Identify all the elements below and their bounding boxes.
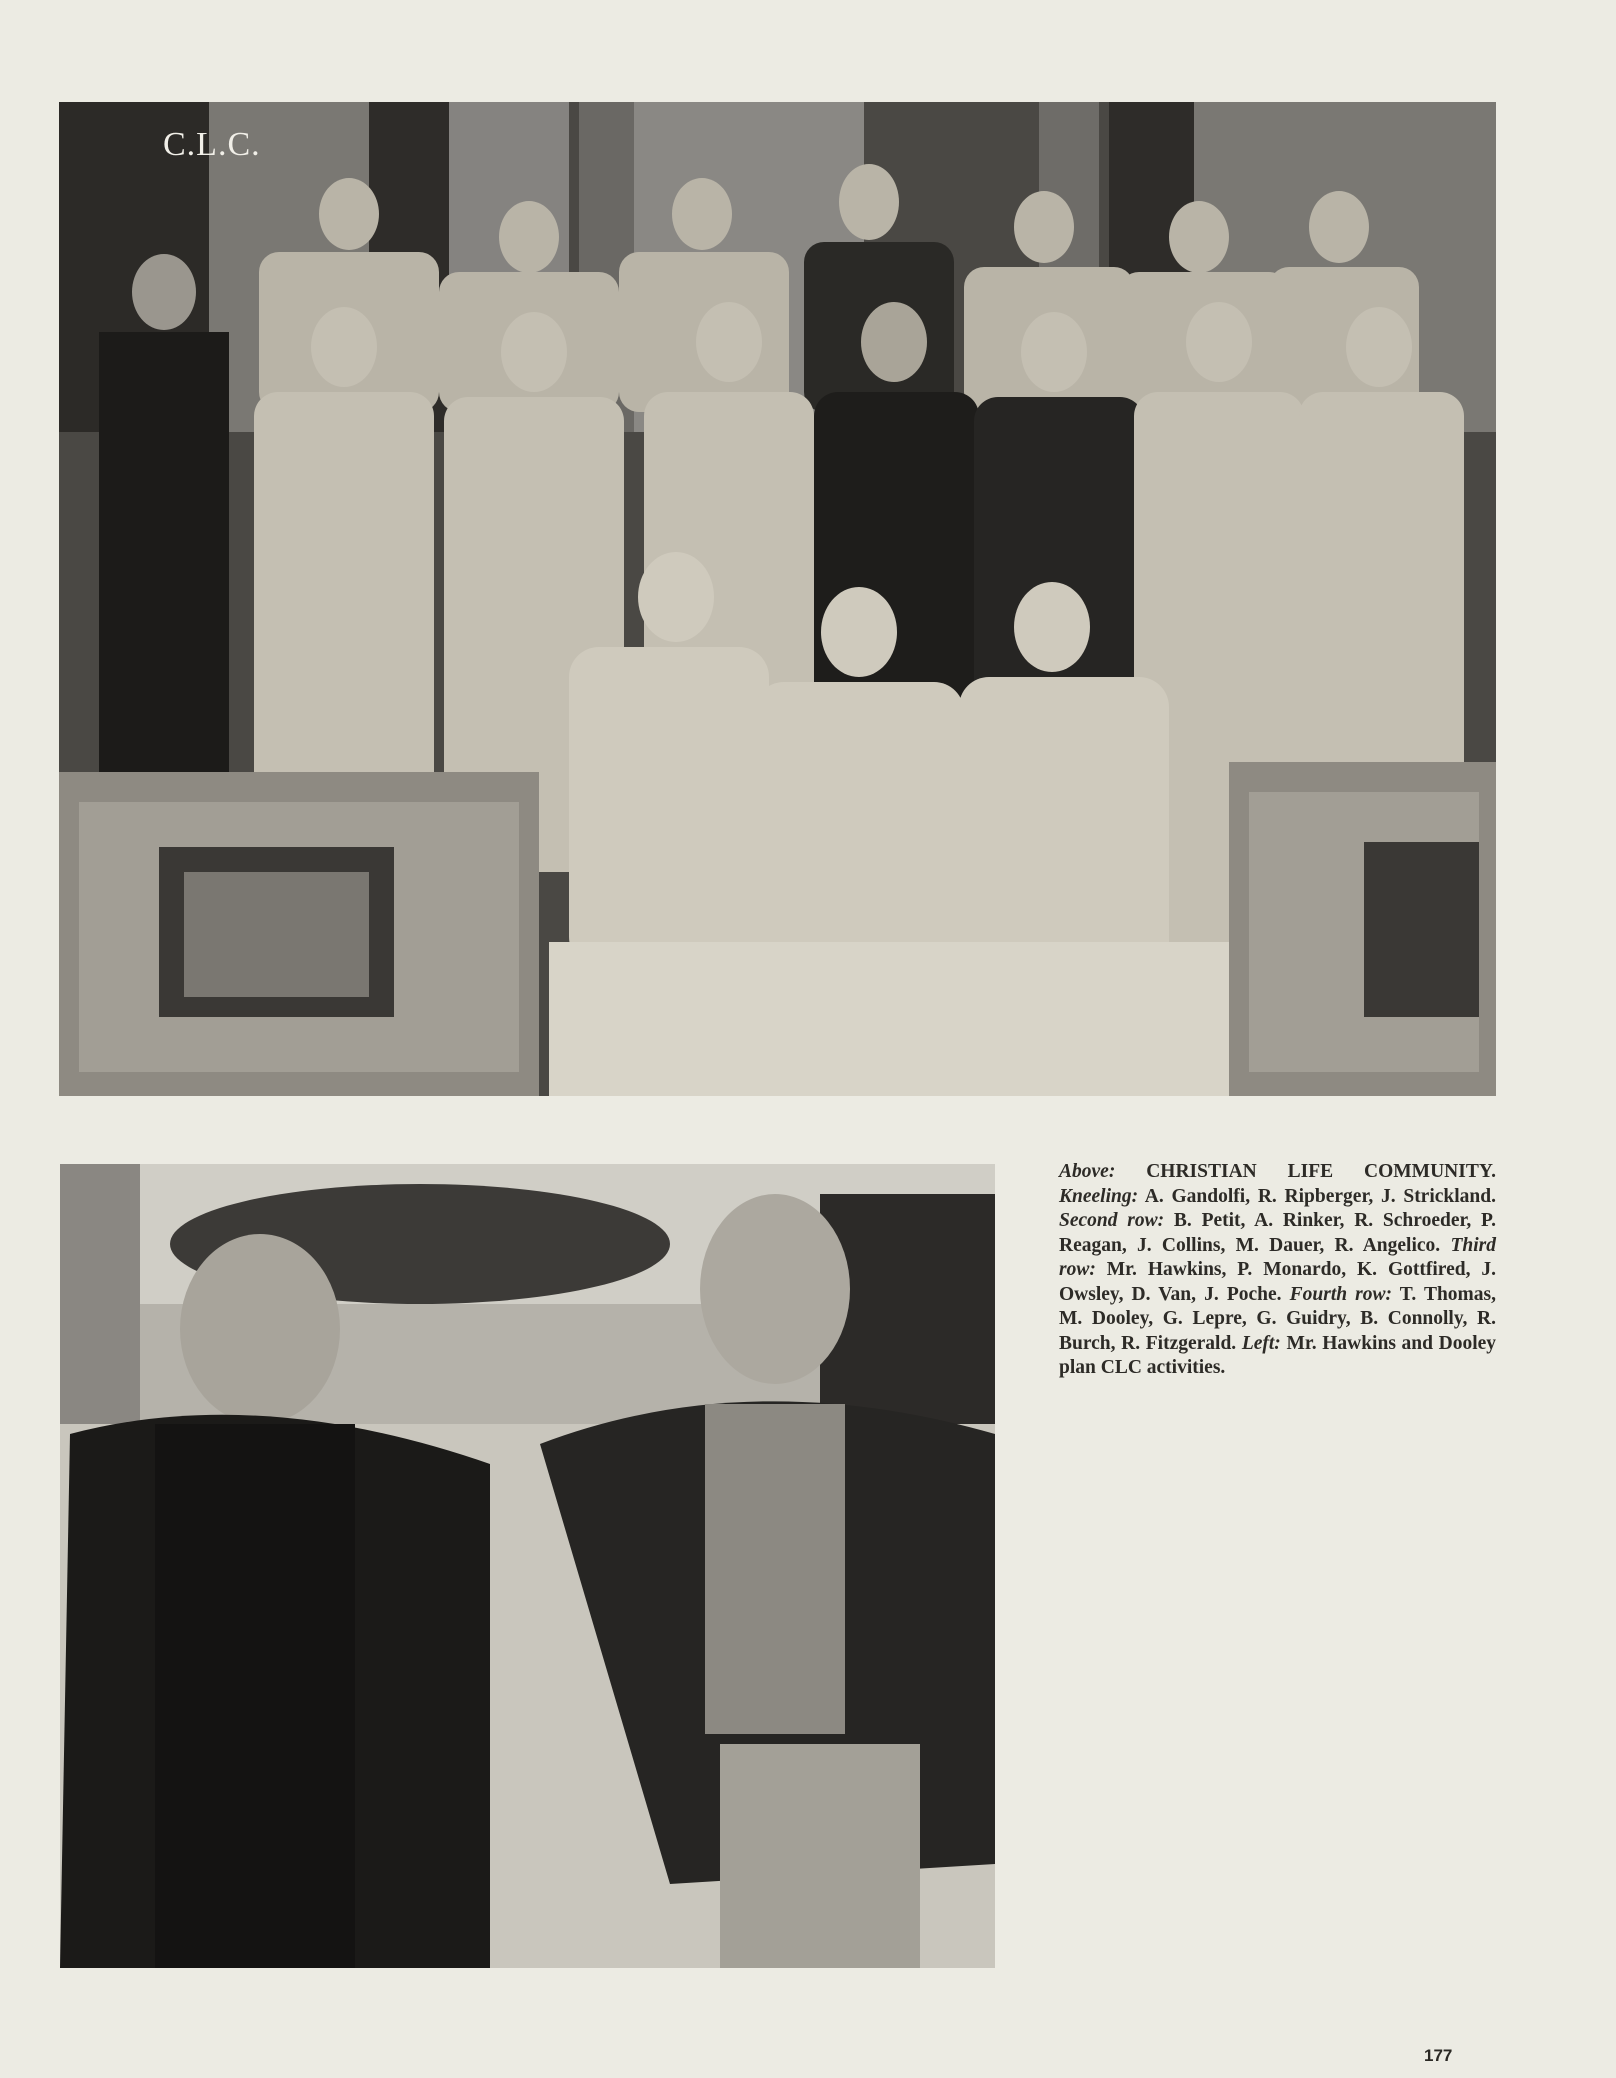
group-photo-image xyxy=(59,102,1496,1096)
caption-lead-kneeling: Kneeling: xyxy=(1059,1185,1139,1207)
group-photo xyxy=(59,102,1496,1096)
caption-text-above: CHRISTIAN LIFE COMMUNITY. xyxy=(1146,1161,1496,1182)
caption-text-left: Mr. Hawkins and Dooley plan CLC activities. xyxy=(1059,1332,1497,1378)
caption-lead-above: Above: xyxy=(1059,1161,1116,1182)
caption-text-fourth-row: T. Thomas, M. Dooley, G. Lepre, G. Guidry, B. Connolly, R. Burch, R. Fitzgerald. xyxy=(1059,1283,1496,1354)
caption-text-third-row: Mr. Hawkins, P. Monardo, K. Gottfired, J. Owsley, D. Van, J. Poche. xyxy=(1059,1259,1497,1305)
caption-lead-third-row: Third row: xyxy=(1059,1234,1496,1280)
page-number: 177 xyxy=(1424,2046,1453,2065)
caption-lead-second-row: Second row: xyxy=(1059,1210,1165,1231)
caption-lead-fourth-row: Fourth row: xyxy=(1289,1283,1393,1305)
caption-text-second-row: B. Petit, A. Rinker, R. Schroeder, P. Reagan, J. Collins, M. Dauer, R. Angelico. xyxy=(1059,1210,1496,1256)
candid-photo xyxy=(60,1164,995,1968)
caption-lead-left: Left: xyxy=(1241,1332,1281,1354)
caption-text-kneeling: A. Gandolfi, R. Ripberger, J. Strickland. xyxy=(1144,1185,1496,1207)
photo-caption xyxy=(1059,1160,1496,1381)
group-photo-label: C.L.C. xyxy=(163,126,261,163)
candid-photo-image xyxy=(60,1164,995,1968)
